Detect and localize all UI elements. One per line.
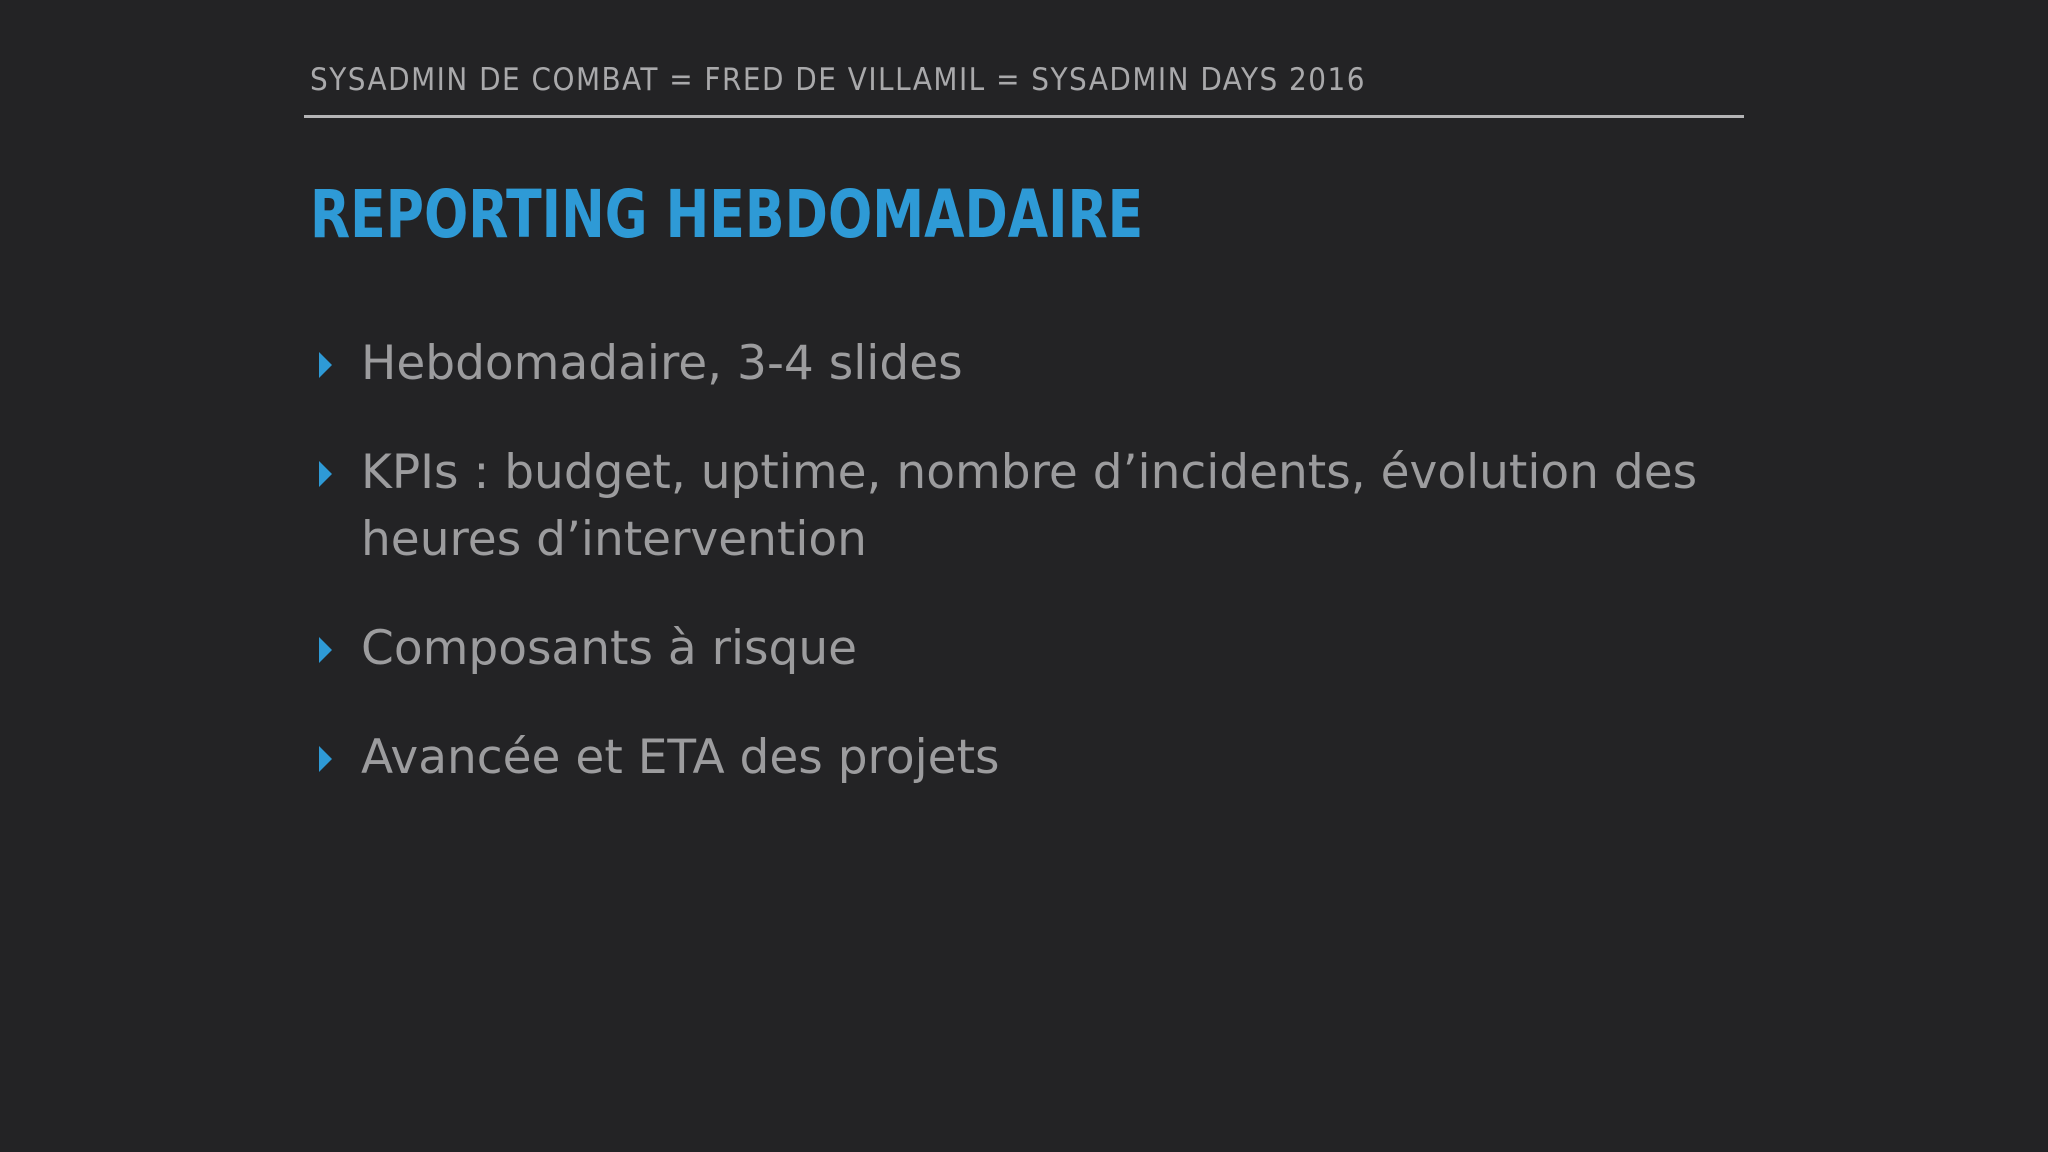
bullet-text: Avancée et ETA des projets [361, 730, 1000, 785]
header-divider [304, 115, 1744, 118]
bullet-list [316, 330, 1766, 833]
slide-header: SYSADMIN DE COMBAT = FRED DE VILLAMIL = SYSADMIN DAYS 2016 [310, 62, 1367, 98]
bullet-item [316, 439, 1766, 573]
slide-title: REPORTING HEBDOMADAIRE [310, 176, 1144, 253]
bullet-item [316, 724, 1766, 791]
bullet-text: KPIs : budget, uptime, nombre d’incidents, évolution des heures d’intervention [361, 445, 1698, 567]
bullet-item [316, 330, 1766, 397]
triangle-right-icon [319, 637, 332, 663]
triangle-right-icon [319, 746, 332, 772]
triangle-right-icon [319, 352, 332, 378]
bullet-text: Hebdomadaire, 3-4 slides [361, 336, 963, 391]
bullet-text: Composants à risque [361, 621, 858, 676]
triangle-right-icon [319, 461, 332, 487]
bullet-item [316, 615, 1766, 682]
